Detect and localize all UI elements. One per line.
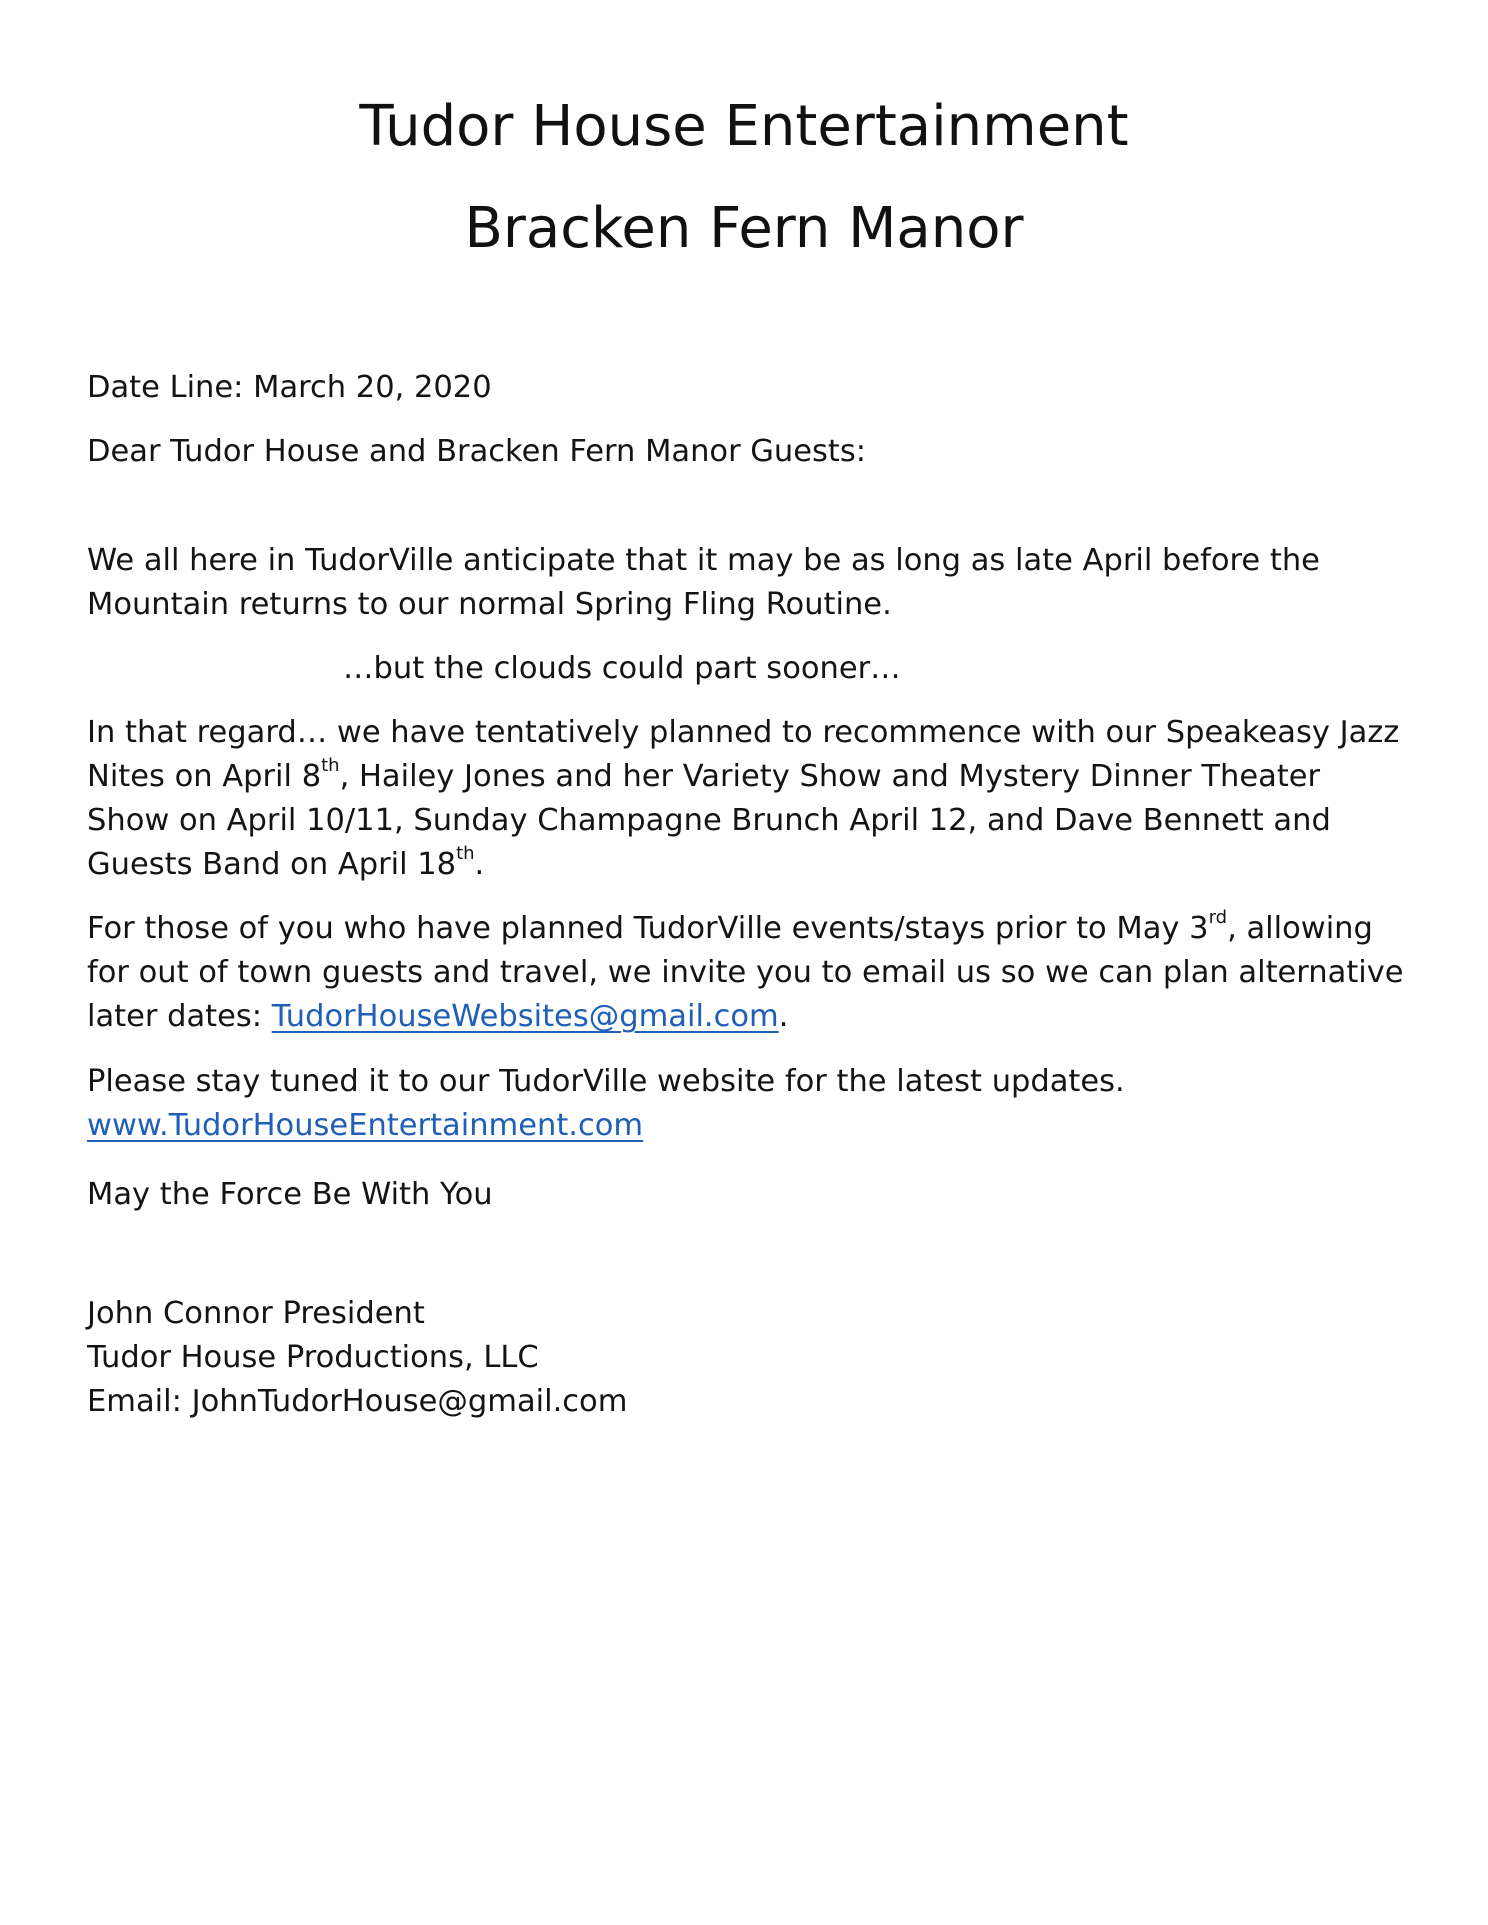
closing-line: May the Force Be With You: [87, 1177, 493, 1212]
paragraph-2-line-2-end: , Hailey Jones and her Variety Show and Mystery Dinner Theater: [339, 759, 1321, 794]
signature-email: Email: JohnTudorHouse@gmail.com: [87, 1384, 628, 1419]
paragraph-1-line-1: We all here in TudorVille anticipate that it may be as long as late April before the: [87, 543, 1320, 578]
website-link[interactable]: www.TudorHouseEntertainment.com: [87, 1108, 644, 1143]
header-title-line1: Tudor House Entertainment: [359, 94, 1129, 159]
signature-name: John Connor President: [87, 1296, 425, 1331]
paragraph-3-line-3-start: later dates:: [87, 999, 272, 1034]
ordinal-suffix: th: [321, 755, 340, 776]
paragraph-2-line-2: [87, 757, 1320, 797]
paragraph-3-line-3-end: .: [778, 999, 789, 1034]
header-title-line2: Bracken Fern Manor: [464, 196, 1024, 261]
paragraph-2-line-4-end: .: [474, 847, 485, 882]
ordinal-suffix: rd: [1208, 907, 1228, 928]
paragraph-4-line-1: Please stay tuned it to our TudorVille website for the latest updates.: [87, 1064, 1125, 1099]
paragraph-3-line-1-end: , allowing: [1227, 911, 1373, 946]
paragraph-3-line-2: for out of town guests and travel, we invite you to email us so we can plan alternative: [87, 955, 1404, 990]
paragraph-2-line-4: [87, 845, 484, 885]
paragraph-3-line-1: [87, 909, 1373, 949]
aside-text: …but the clouds could part sooner…: [343, 651, 901, 686]
date-line: Date Line: March 20, 2020: [87, 370, 492, 405]
paragraph-2-line-4-start: Guests Band on April 18: [87, 847, 457, 882]
signature-company: Tudor House Productions, LLC: [87, 1340, 539, 1375]
paragraph-1-line-2: Mountain returns to our normal Spring Fling Routine.: [87, 587, 892, 622]
paragraph-2-line-1: In that regard… we have tentatively planned to recommence with our Speakeasy Jazz: [87, 715, 1400, 750]
email-link[interactable]: TudorHouseWebsites@gmail.com: [271, 999, 779, 1034]
paragraph-3-line-1-start: For those of you who have planned TudorVille events/stays prior to May 3: [87, 911, 1209, 946]
paragraph-2-line-3: Show on April 10/11, Sunday Champagne Brunch April 12, and Dave Bennett and: [87, 803, 1331, 838]
salutation: Dear Tudor House and Bracken Fern Manor Guests:: [87, 434, 867, 469]
paragraph-3-line-3: [87, 997, 788, 1037]
paragraph-2-line-2-start: Nites on April 8: [87, 759, 322, 794]
paragraph-4-line-2: [87, 1106, 643, 1146]
ordinal-suffix: th: [456, 843, 475, 864]
